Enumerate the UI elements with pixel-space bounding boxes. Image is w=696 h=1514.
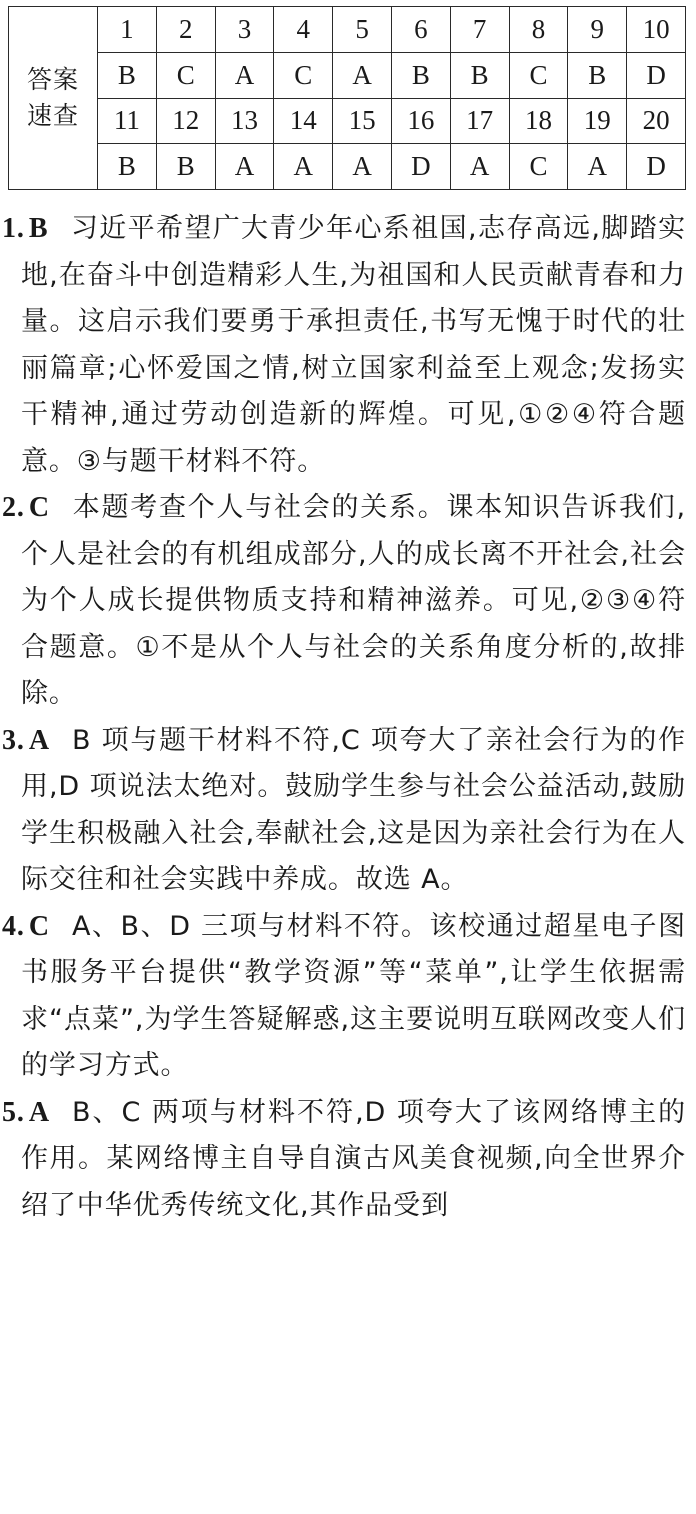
table-row [9,52,686,98]
answer-cell: C [509,144,568,190]
item-explanation-text: 习近平希望广大青少年心系祖国,志存高远,脚踏实地,在奋斗中创造精彩人生,为祖国和人民贡献青春和力量。这启示我们要勇于承担责任,书写无愧于时代的壮丽篇章;心怀爱国之情,树立国家利益至上观念;发扬实干精神,通过劳动创造新的辉煌。可见,①②④符合题意。③与题干材料不符。 [21,213,686,477]
answer-cell: B [391,52,450,98]
answer-cell: C [509,52,568,98]
question-number-cell: 11 [98,98,157,144]
item-explanation-text: A、B、D 三项与材料不符。该校通过超星电子图书服务平台提供“教学资源”等“菜单”,让学生依据需求“点菜”,为学生答疑解惑,这主要说明互联网改变人们的学习方式。 [21,910,686,1081]
table-row [9,98,686,144]
table-label [9,7,98,190]
question-number-cell: 20 [627,98,686,144]
item-number: 3. [2,724,25,756]
question-number-cell: 12 [156,98,215,144]
question-number-cell: 19 [568,98,627,144]
item-explanation-text: 本题考查个人与社会的关系。课本知识告诉我们,个人是社会的有机组成部分,人的成长离不开社会,社会为个人成长提供物质支持和精神滋养。可见,②③④符合题意。①不是从个人与社会的关系角度分析的,故排除。 [21,492,686,709]
answer-cell: A [215,144,274,190]
answer-cell: B [98,52,157,98]
item-explanation-text: B、C 两项与材料不符,D 项夸大了该网络博主的作用。某网络博主自导自演古风美食视频,向全世界介绍了中华优秀传统文化,其作品受到 [21,1096,686,1221]
item-number: 2. [2,492,25,523]
explanation-list [0,206,696,1229]
question-number-cell: 2 [156,7,215,53]
item-number: 5. [2,1096,25,1128]
answer-cell: A [215,52,274,98]
question-number-cell: 18 [509,98,568,144]
table-row [9,7,686,53]
answer-cell: C [274,52,333,98]
question-number-cell: 6 [391,7,450,53]
item-answer: B [28,213,49,244]
question-number-cell: 8 [509,7,568,53]
question-number-cell: 15 [333,98,392,144]
explanation-item [0,485,696,718]
item-answer: C [28,492,50,523]
item-answer: A [28,724,50,756]
answer-cell: A [568,144,627,190]
answer-cell: A [450,144,509,190]
answer-cell: B [156,144,215,190]
question-number-cell: 14 [274,98,333,144]
explanation-item [0,1090,696,1230]
question-number-cell: 16 [391,98,450,144]
answer-cell: B [450,52,509,98]
question-number-cell: 7 [450,7,509,53]
answer-cell: B [98,144,157,190]
explanation-item [0,904,696,1090]
answer-cell: D [627,52,686,98]
question-number-cell: 4 [274,7,333,53]
item-number: 4. [2,910,25,942]
question-number-cell: 10 [627,7,686,53]
answer-cell: A [333,144,392,190]
answer-cell: D [627,144,686,190]
question-number-cell: 3 [215,7,274,53]
item-explanation-text: B 项与题干材料不符,C 项夸大了亲社会行为的作用,D 项说法太绝对。鼓励学生参与社会公益活动,鼓励学生积极融入社会,奉献社会,这是因为亲社会行为在人际交往和社会实践中养成。故选 A。 [21,724,686,895]
question-number-cell: 17 [450,98,509,144]
question-number-cell: 9 [568,7,627,53]
question-number-cell: 1 [98,7,157,53]
answer-cell: B [568,52,627,98]
item-number: 1. [2,213,25,244]
item-answer: C [28,910,50,942]
table-row [9,144,686,190]
answer-cell: A [274,144,333,190]
label-line-2: 速查 [26,101,79,130]
explanation-item [0,718,696,904]
answer-cell: C [156,52,215,98]
answer-cell: A [333,52,392,98]
label-line-1: 答案 [26,64,79,94]
answer-cell: D [391,144,450,190]
item-answer: A [28,1096,50,1128]
question-number-cell: 5 [333,7,392,53]
answer-quick-check-table [8,6,686,190]
question-number-cell: 13 [215,98,274,144]
explanation-item [0,206,696,485]
